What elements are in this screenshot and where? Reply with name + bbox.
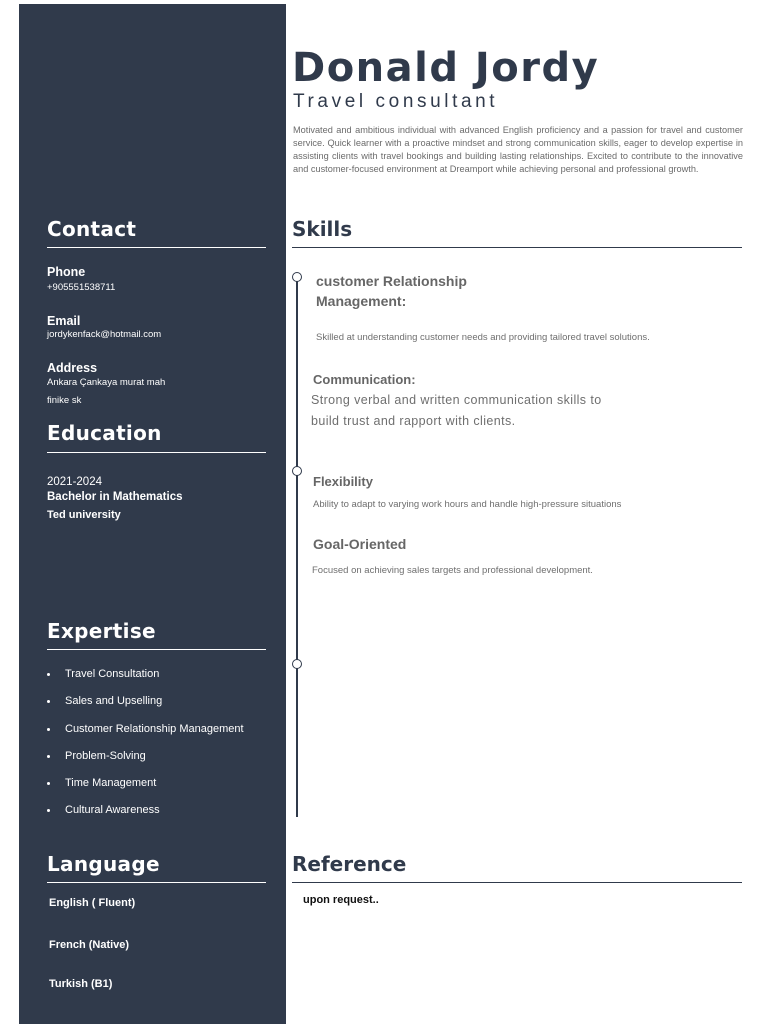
skill-description: Ability to adapt to varying work hours and handle high-pressure situations: [313, 499, 622, 510]
address-line-1: Ankara Çankaya murat mah: [47, 377, 166, 388]
language-item: French (Native): [49, 939, 130, 951]
email-value: jordykenfack@hotmail.com: [47, 329, 162, 340]
expertise-divider: [47, 649, 266, 650]
skill-description: Strong verbal and written communication skills to: [311, 393, 602, 407]
expertise-item: Travel Consultation: [47, 667, 277, 694]
candidate-name: Donald Jordy: [292, 45, 600, 91]
expertise-item: Time Management: [47, 776, 277, 803]
bullet-icon: [47, 700, 50, 703]
skill-title: Communication:: [313, 372, 416, 387]
skill-description: Skilled at understanding customer needs and providing tailored travel solutions.: [316, 332, 650, 343]
education-divider: [47, 452, 266, 453]
expertise-item: Problem-Solving: [47, 749, 277, 776]
language-heading: Language: [47, 852, 160, 876]
skill-title: Management:: [316, 293, 407, 309]
bullet-icon: [47, 809, 50, 812]
skill-description: Focused on achieving sales targets and professional development.: [312, 565, 593, 576]
expertise-item: Sales and Upselling: [47, 694, 277, 721]
expertise-item: Customer Relationship Management: [47, 722, 277, 749]
education-degree: Bachelor in Mathematics: [47, 491, 183, 503]
skills-heading: Skills: [292, 217, 353, 241]
bullet-icon: [47, 728, 50, 731]
bullet-icon: [47, 782, 50, 785]
education-years: 2021-2024: [47, 476, 102, 488]
candidate-role: Travel consultant: [293, 91, 499, 112]
skill-title: Goal-Oriented: [313, 536, 407, 552]
address-line-2: finike sk: [47, 395, 82, 406]
skill-description: build trust and rapport with clients.: [311, 414, 516, 428]
language-item: Turkish (B1): [49, 978, 113, 990]
phone-value: +905551538711: [47, 282, 116, 293]
language-item: English ( Fluent): [49, 897, 136, 909]
contact-heading: Contact: [47, 217, 137, 241]
expertise-item: Cultural Awareness: [47, 803, 277, 830]
expertise-heading: Expertise: [47, 619, 156, 643]
expertise-list: [47, 667, 277, 831]
education-heading: Education: [47, 421, 162, 445]
phone-label: Phone: [47, 265, 86, 279]
timeline-node-icon: [292, 466, 302, 476]
skill-title: customer Relationship: [316, 273, 467, 289]
reference-heading: Reference: [292, 852, 407, 876]
timeline-node-icon: [292, 659, 302, 669]
skill-title: Flexibility: [313, 474, 373, 489]
timeline-line: [296, 277, 298, 817]
education-school: Ted university: [47, 509, 121, 521]
reference-divider: [292, 882, 742, 883]
profile-summary: Motivated and ambitious individual with advanced English proficiency and a passion for travel and customer service. Quick learner with a proactive mindset and strong communication skills, eager to develop expertise in assisting clients with travel bookings and building lasting relationships. Excited to contribute to the innovative and customer-focused environment at Dreamport while achieving personal and professional growth.: [293, 125, 743, 174]
contact-divider: [47, 247, 266, 248]
skills-divider: [292, 247, 742, 248]
language-divider: [47, 882, 266, 883]
address-label: Address: [47, 361, 98, 375]
reference-text: upon request..: [303, 894, 379, 906]
timeline-node-icon: [292, 272, 302, 282]
bullet-icon: [47, 755, 50, 758]
email-label: Email: [47, 314, 81, 328]
bullet-icon: [47, 673, 50, 676]
